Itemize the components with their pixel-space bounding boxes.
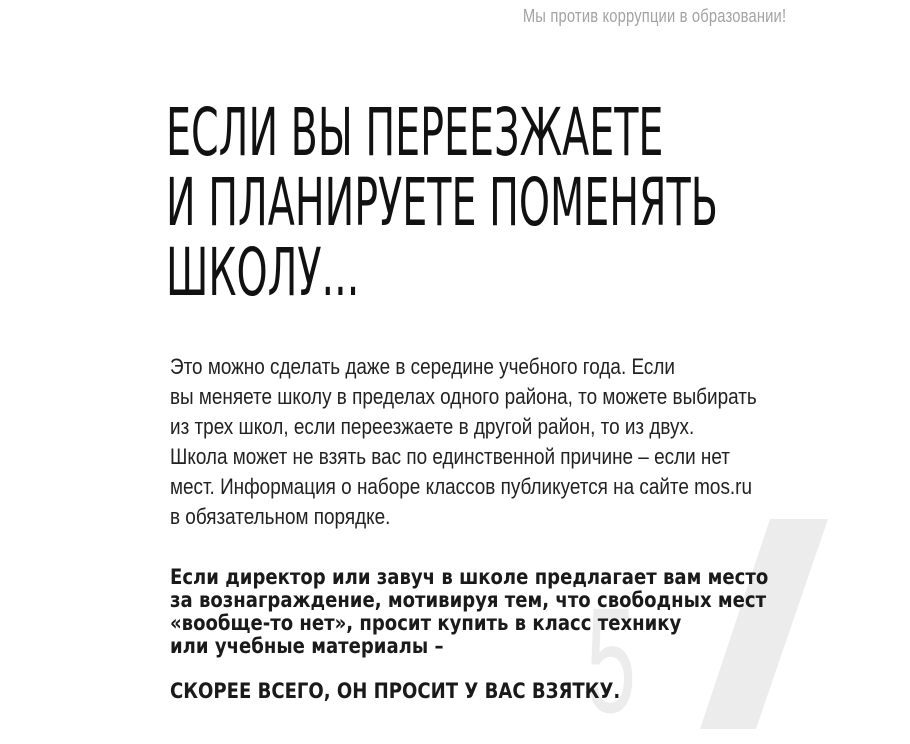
body-line: вы меняете школу в пределах одного района, то можете выбирать (170, 384, 757, 409)
body-line: Это можно сделать даже в середине учебного года. Если (170, 354, 675, 379)
headline-line: ЕСЛИ ВЫ ПЕРЕЕЗЖАЕТЕ (166, 94, 664, 171)
body-line: Школа может не взять вас по единственной причине – если нет (170, 444, 730, 469)
warning-paragraph (170, 566, 768, 658)
headline-line: ШКОЛУ... (166, 234, 360, 311)
warning-line: «вообще-то нет», просит купить в класс технику (170, 611, 682, 635)
headline (166, 94, 718, 311)
warning-line: или учебные материалы – (170, 634, 444, 658)
warning-line: за вознаграждение, мотивируя тем, что свободных мест (170, 588, 767, 612)
body-line: из трех школ, если переезжаете в другой район, то из двух. (170, 414, 695, 439)
conclusion: СКОРЕЕ ВСЕГО, ОН ПРОСИТ У ВАС ВЗЯТКУ. (170, 679, 621, 703)
decorative-number: 5 (586, 576, 637, 744)
body-paragraph (170, 352, 789, 532)
headline-line: И ПЛАНИРУЕТЕ ПОМЕНЯТЬ (166, 164, 718, 241)
body-line: в обязательном порядке. (170, 504, 391, 529)
warning-line: Если директор или завуч в школе предлагает вам место (170, 565, 769, 589)
slogan: Мы против коррупции в образовании! (522, 6, 786, 26)
body-line: мест. Информация о наборе классов публикуется на сайте mos.ru (170, 474, 752, 499)
